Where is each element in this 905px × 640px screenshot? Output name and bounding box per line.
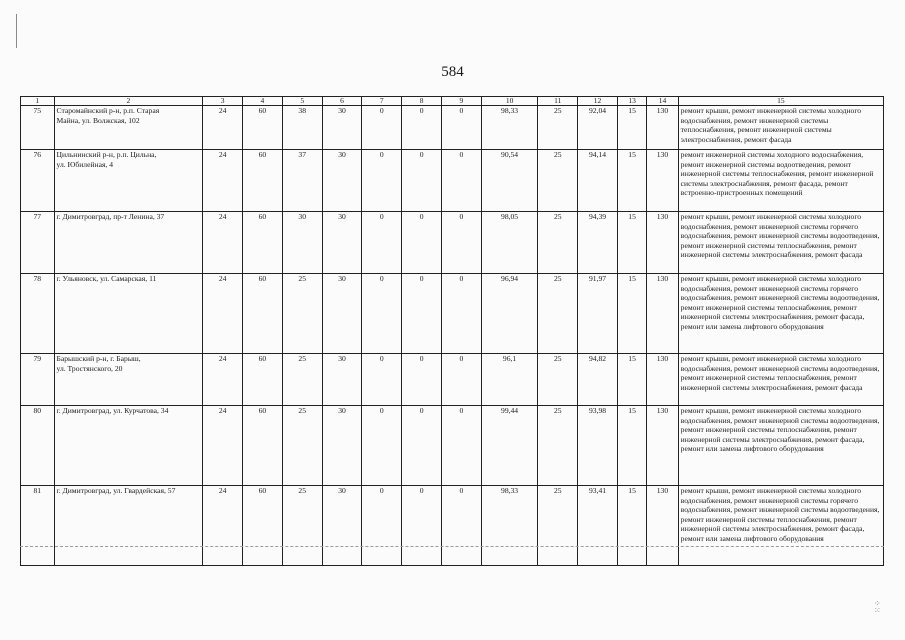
column-header-13: 13 <box>617 97 646 106</box>
address-cell: г. Димитровград, ул. Гвардейская, 57 <box>54 486 203 566</box>
value-cell: 60 <box>243 274 283 354</box>
value-cell: 15 <box>617 150 646 212</box>
table-row <box>21 212 884 274</box>
value-cell: 24 <box>203 274 243 354</box>
value-cell: 37 <box>282 150 322 212</box>
value-cell: 24 <box>203 106 243 150</box>
works-description: ремонт крыши, ремонт инженерной системы холодного водоснабжения, ремонт инженерной системы водоотведения, ремонт инженерной системы теплоснабжения, ремонт инженерной системы электроснабжения, ремонт фасада, ремонт или замена лифтового оборудования <box>678 406 883 486</box>
data-table <box>20 96 884 566</box>
column-header-15: 15 <box>678 97 883 106</box>
value-cell: 25 <box>538 212 578 274</box>
value-cell: 92,04 <box>578 106 618 150</box>
value-cell: 0 <box>442 212 482 274</box>
value-cell: 0 <box>402 106 442 150</box>
value-cell: 0 <box>362 354 402 406</box>
value-cell: 24 <box>203 212 243 274</box>
value-cell: 130 <box>647 486 678 566</box>
value-cell: 0 <box>442 486 482 566</box>
column-header-10: 10 <box>481 97 538 106</box>
value-cell: 30 <box>282 212 322 274</box>
table-row <box>21 106 884 150</box>
column-header-6: 6 <box>322 97 362 106</box>
value-cell: 60 <box>243 106 283 150</box>
value-cell: 25 <box>282 486 322 566</box>
value-cell: 15 <box>617 274 646 354</box>
value-cell: 90,54 <box>481 150 538 212</box>
address-cell: Старомайнский р-н, р.п. Старая Майна, ул. Волжская, 102 <box>54 106 203 150</box>
value-cell: 60 <box>243 486 283 566</box>
column-header-5: 5 <box>282 97 322 106</box>
value-cell: 25 <box>282 406 322 486</box>
value-cell: 15 <box>617 406 646 486</box>
value-cell: 30 <box>322 354 362 406</box>
value-cell: 0 <box>442 150 482 212</box>
value-cell: 0 <box>442 106 482 150</box>
value-cell: 130 <box>647 354 678 406</box>
value-cell: 15 <box>617 354 646 406</box>
margin-line <box>16 14 17 48</box>
works-description: ремонт крыши, ремонт инженерной системы холодного водоснабжения, ремонт инженерной системы горячего водоснабжения, ремонт инженерной системы водоотведения, ремонт инженерной системы теплоснабжения, ремонт инженерной системы электроснабжения, ремонт фасада, ремонт или замена лифтового оборудования <box>678 486 883 566</box>
value-cell: 98,05 <box>481 212 538 274</box>
value-cell: 93,41 <box>578 486 618 566</box>
column-header-8: 8 <box>402 97 442 106</box>
value-cell: 130 <box>647 106 678 150</box>
scan-dashed-line <box>20 546 884 547</box>
column-header-14: 14 <box>647 97 678 106</box>
value-cell: 25 <box>538 406 578 486</box>
value-cell: 60 <box>243 150 283 212</box>
value-cell: 25 <box>538 274 578 354</box>
value-cell: 30 <box>322 106 362 150</box>
value-cell: 24 <box>203 486 243 566</box>
header-row <box>21 97 884 106</box>
value-cell: 25 <box>282 274 322 354</box>
column-header-3: 3 <box>203 97 243 106</box>
value-cell: 0 <box>362 106 402 150</box>
value-cell: 25 <box>538 486 578 566</box>
address-cell: г. Димитровград, пр-т Ленина, 37 <box>54 212 203 274</box>
value-cell: 0 <box>402 212 442 274</box>
value-cell: 15 <box>617 212 646 274</box>
column-header-4: 4 <box>243 97 283 106</box>
value-cell: 15 <box>617 486 646 566</box>
value-cell: 99,44 <box>481 406 538 486</box>
value-cell: 25 <box>538 150 578 212</box>
value-cell: 60 <box>243 212 283 274</box>
value-cell: 130 <box>647 150 678 212</box>
value-cell: 30 <box>322 212 362 274</box>
table-row <box>21 486 884 566</box>
value-cell: 30 <box>322 486 362 566</box>
value-cell: 0 <box>402 150 442 212</box>
value-cell: 0 <box>442 354 482 406</box>
table-row <box>21 406 884 486</box>
value-cell: 24 <box>203 406 243 486</box>
column-header-9: 9 <box>442 97 482 106</box>
column-header-2: 2 <box>54 97 203 106</box>
value-cell: 25 <box>538 106 578 150</box>
value-cell: 0 <box>442 274 482 354</box>
value-cell: 94,39 <box>578 212 618 274</box>
value-cell: 30 <box>322 274 362 354</box>
value-cell: 0 <box>402 406 442 486</box>
value-cell: 130 <box>647 274 678 354</box>
value-cell: 96,1 <box>481 354 538 406</box>
value-cell: 0 <box>402 486 442 566</box>
value-cell: 94,82 <box>578 354 618 406</box>
value-cell: 60 <box>243 354 283 406</box>
value-cell: 0 <box>362 212 402 274</box>
value-cell: 0 <box>362 406 402 486</box>
value-cell: 30 <box>322 150 362 212</box>
works-description: ремонт крыши, ремонт инженерной системы холодного водоснабжения, ремонт инженерной системы водоотведения, ремонт инженерной системы теплоснабжения, ремонт инженерной системы электроснабжения, ремонт фасада <box>678 354 883 406</box>
value-cell: 30 <box>322 406 362 486</box>
works-description: ремонт крыши, ремонт инженерной системы холодного водоснабжения, ремонт инженерной системы теплоснабжения, ремонт инженерной системы электроснабжения, ремонт фасада <box>678 106 883 150</box>
value-cell: 91,97 <box>578 274 618 354</box>
value-cell: 0 <box>402 354 442 406</box>
value-cell: 130 <box>647 406 678 486</box>
works-description: ремонт крыши, ремонт инженерной системы холодного водоснабжения, ремонт инженерной системы горячего водоснабжения, ремонт инженерной системы водоотведения, ремонт инженерной системы теплоснабжения, ремонт инженерной системы электроснабжения, ремонт фасада <box>678 212 883 274</box>
column-header-11: 11 <box>538 97 578 106</box>
value-cell: 130 <box>647 212 678 274</box>
row-number: 78 <box>21 274 55 354</box>
scan-artifact: ⁘ ⁙ <box>874 599 881 615</box>
value-cell: 96,94 <box>481 274 538 354</box>
value-cell: 25 <box>282 354 322 406</box>
value-cell: 0 <box>362 274 402 354</box>
address-cell: Барышский р-н, г. Барыш, ул. Тростянского, 20 <box>54 354 203 406</box>
row-number: 76 <box>21 150 55 212</box>
value-cell: 38 <box>282 106 322 150</box>
value-cell: 93,98 <box>578 406 618 486</box>
row-number: 77 <box>21 212 55 274</box>
value-cell: 0 <box>442 406 482 486</box>
row-number: 75 <box>21 106 55 150</box>
table-row <box>21 354 884 406</box>
row-number: 81 <box>21 486 55 566</box>
address-cell: Цильнинский р-н, р.п. Цильна, ул. Юбилейная, 4 <box>54 150 203 212</box>
value-cell: 0 <box>402 274 442 354</box>
column-header-7: 7 <box>362 97 402 106</box>
value-cell: 24 <box>203 150 243 212</box>
table-row <box>21 274 884 354</box>
value-cell: 24 <box>203 354 243 406</box>
works-description: ремонт инженерной системы холодного водоснабжения, ремонт инженерной системы водоотведения, ремонт инженерной системы теплоснабжения, ремонт инженерной системы электроснабжения, ремонт фасада, ремонт встроенно-пристроенных помещений <box>678 150 883 212</box>
column-header-12: 12 <box>578 97 618 106</box>
value-cell: 25 <box>538 354 578 406</box>
table-row <box>21 150 884 212</box>
column-header-1: 1 <box>21 97 55 106</box>
row-number: 79 <box>21 354 55 406</box>
value-cell: 15 <box>617 106 646 150</box>
value-cell: 0 <box>362 150 402 212</box>
row-number: 80 <box>21 406 55 486</box>
value-cell: 0 <box>362 486 402 566</box>
value-cell: 98,33 <box>481 486 538 566</box>
address-cell: г. Димитровград, ул. Курчатова, 34 <box>54 406 203 486</box>
address-cell: г. Ульяновск, ул. Самарская, 11 <box>54 274 203 354</box>
value-cell: 94,14 <box>578 150 618 212</box>
value-cell: 98,33 <box>481 106 538 150</box>
works-description: ремонт крыши, ремонт инженерной системы холодного водоснабжения, ремонт инженерной системы горячего водоснабжения, ремонт инженерной системы водоотведения, ремонт инженерной системы теплоснабжения, ремонт инженерной системы электроснабжения, ремонт фасада, ремонт или замена лифтового оборудования <box>678 274 883 354</box>
value-cell: 60 <box>243 406 283 486</box>
page-number: 584 <box>441 64 464 80</box>
